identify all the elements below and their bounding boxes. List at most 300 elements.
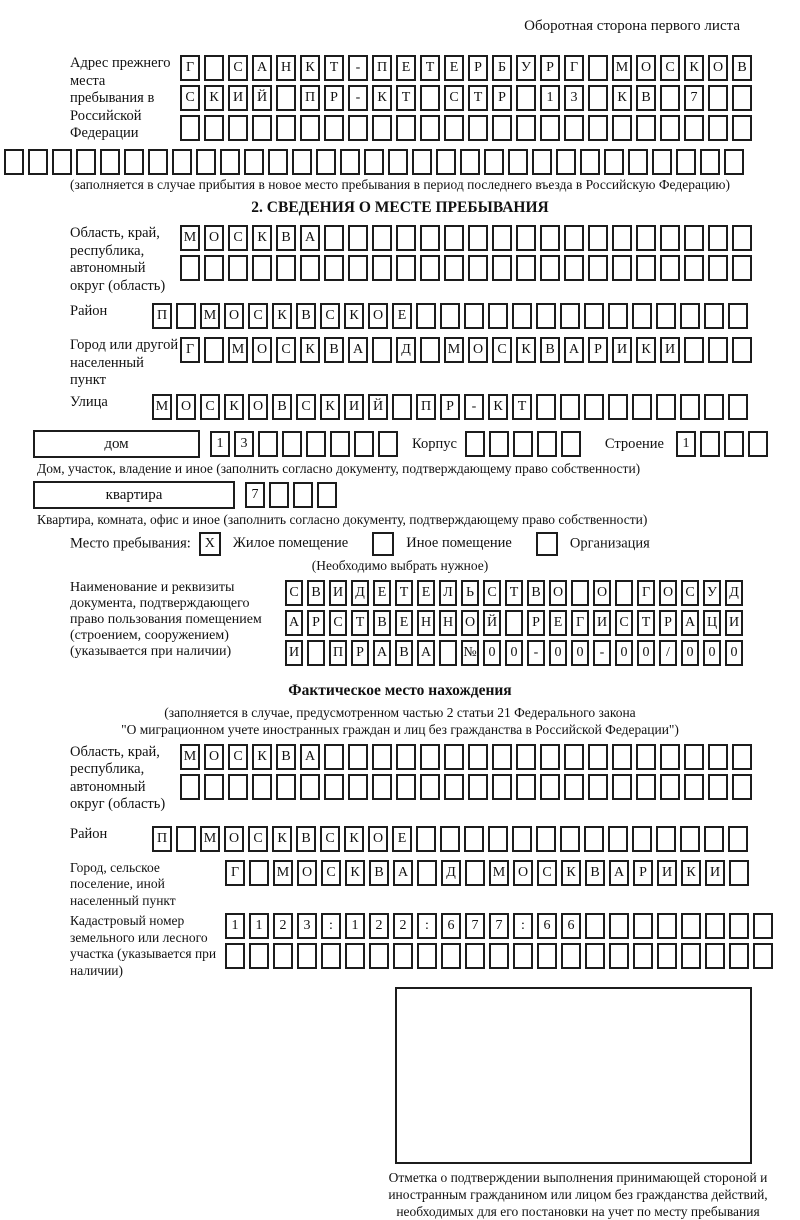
char-box[interactable] [465,860,485,886]
char-box[interactable]: Т [505,580,523,606]
char-box[interactable]: Г [571,610,589,636]
char-box[interactable] [464,826,484,852]
char-box[interactable]: 6 [561,913,581,939]
char-box[interactable] [588,744,608,770]
char-box[interactable] [124,149,144,175]
char-box[interactable]: С [228,744,248,770]
char-box[interactable] [732,744,752,770]
char-box[interactable] [708,225,728,251]
char-box[interactable]: 7 [245,482,265,508]
char-box[interactable] [632,394,652,420]
char-box[interactable]: Н [276,55,296,81]
char-box[interactable] [300,774,320,800]
char-box[interactable] [440,826,460,852]
char-box[interactable] [588,115,608,141]
char-box[interactable]: Р [659,610,677,636]
char-box[interactable] [354,431,374,457]
char-box[interactable] [700,431,720,457]
char-box[interactable]: И [705,860,725,886]
char-box[interactable]: Р [468,55,488,81]
char-box[interactable] [633,913,653,939]
char-box[interactable] [420,225,440,251]
char-box[interactable] [345,943,365,969]
char-box[interactable] [460,149,480,175]
char-box[interactable] [276,85,296,111]
char-box[interactable]: М [180,225,200,251]
char-box[interactable]: К [320,394,340,420]
char-box[interactable]: У [703,580,721,606]
char-box[interactable]: Ь [461,580,479,606]
char-box[interactable] [76,149,96,175]
char-box[interactable] [580,149,600,175]
char-box[interactable] [680,303,700,329]
char-box[interactable]: К [561,860,581,886]
char-box[interactable]: 0 [725,640,743,666]
char-box[interactable] [753,913,773,939]
char-box[interactable]: К [272,303,292,329]
char-box[interactable] [516,255,536,281]
char-box[interactable]: 0 [681,640,699,666]
char-box[interactable]: Л [439,580,457,606]
char-box[interactable] [468,225,488,251]
char-box[interactable] [196,149,216,175]
char-box[interactable]: Е [392,826,412,852]
char-box[interactable]: 7 [465,913,485,939]
char-box[interactable]: С [320,826,340,852]
char-box[interactable] [204,337,224,363]
char-box[interactable]: К [252,744,272,770]
char-box[interactable]: О [461,610,479,636]
char-box[interactable] [588,774,608,800]
char-box[interactable] [540,774,560,800]
char-box[interactable]: К [344,826,364,852]
char-box[interactable] [420,85,440,111]
char-box[interactable]: С [320,303,340,329]
char-box[interactable] [388,149,408,175]
char-box[interactable]: Д [441,860,461,886]
char-box[interactable] [324,115,344,141]
char-box[interactable] [681,943,701,969]
char-box[interactable] [420,337,440,363]
char-box[interactable]: У [516,55,536,81]
char-box[interactable] [532,149,552,175]
char-box[interactable]: 0 [549,640,567,666]
char-box[interactable] [378,431,398,457]
char-box[interactable] [465,943,485,969]
char-box[interactable]: Т [637,610,655,636]
char-box[interactable]: О [176,394,196,420]
char-box[interactable]: О [659,580,677,606]
char-box[interactable] [293,482,313,508]
char-box[interactable] [28,149,48,175]
char-box[interactable]: О [224,303,244,329]
char-box[interactable] [564,225,584,251]
char-box[interactable] [657,913,677,939]
char-box[interactable]: М [273,860,293,886]
char-box[interactable] [228,774,248,800]
char-box[interactable]: К [300,337,320,363]
char-box[interactable] [176,826,196,852]
char-box[interactable] [440,303,460,329]
char-box[interactable] [372,774,392,800]
char-box[interactable] [436,149,456,175]
char-box[interactable] [516,85,536,111]
char-box[interactable]: Р [351,640,369,666]
char-box[interactable] [540,255,560,281]
char-box[interactable]: В [324,337,344,363]
char-box[interactable] [316,149,336,175]
char-box[interactable]: К [300,55,320,81]
char-box[interactable]: П [152,826,172,852]
char-box[interactable] [492,255,512,281]
char-box[interactable] [420,115,440,141]
char-box[interactable] [560,303,580,329]
char-box[interactable]: К [636,337,656,363]
char-box[interactable]: В [395,640,413,666]
char-box[interactable] [492,225,512,251]
char-box[interactable] [732,85,752,111]
char-box[interactable] [585,913,605,939]
char-box[interactable]: Й [483,610,501,636]
char-box[interactable] [540,115,560,141]
char-box[interactable] [228,115,248,141]
char-box[interactable] [708,115,728,141]
char-box[interactable] [396,225,416,251]
char-box[interactable]: Р [588,337,608,363]
char-box[interactable]: С [285,580,303,606]
char-box[interactable]: С [228,225,248,251]
char-box[interactable]: В [540,337,560,363]
char-box[interactable] [268,149,288,175]
char-box[interactable] [273,943,293,969]
char-box[interactable]: Г [564,55,584,81]
char-box[interactable]: 1 [540,85,560,111]
char-box[interactable]: М [200,303,220,329]
char-box[interactable] [488,826,508,852]
char-box[interactable]: П [300,85,320,111]
char-box[interactable] [676,149,696,175]
char-box[interactable] [657,943,677,969]
char-box[interactable] [704,826,724,852]
char-box[interactable]: И [660,337,680,363]
char-box[interactable]: В [527,580,545,606]
char-box[interactable] [609,943,629,969]
char-box[interactable]: С [444,85,464,111]
char-box[interactable] [636,744,656,770]
char-box[interactable]: О [204,225,224,251]
char-box[interactable]: С [681,580,699,606]
char-box[interactable] [700,149,720,175]
char-box[interactable] [536,826,556,852]
char-box[interactable]: Й [368,394,388,420]
char-box[interactable]: И [657,860,677,886]
char-box[interactable]: Е [392,303,412,329]
char-box[interactable]: 3 [234,431,254,457]
char-box[interactable]: Е [373,580,391,606]
char-box[interactable]: П [372,55,392,81]
char-box[interactable]: М [180,744,200,770]
char-box[interactable] [276,115,296,141]
char-box[interactable] [324,225,344,251]
char-box[interactable] [612,115,632,141]
char-box[interactable]: 0 [505,640,523,666]
char-box[interactable] [444,225,464,251]
char-box[interactable]: К [252,225,272,251]
char-box[interactable]: С [483,580,501,606]
char-box[interactable]: М [444,337,464,363]
char-box[interactable] [656,303,676,329]
char-box[interactable] [728,826,748,852]
char-box[interactable] [348,255,368,281]
char-box[interactable]: Ц [703,610,721,636]
char-box[interactable]: К [372,85,392,111]
char-box[interactable]: М [489,860,509,886]
char-box[interactable] [468,744,488,770]
char-box[interactable] [204,774,224,800]
char-box[interactable]: А [373,640,391,666]
char-box[interactable] [732,115,752,141]
char-box[interactable] [584,826,604,852]
char-box[interactable] [612,225,632,251]
char-box[interactable] [324,744,344,770]
char-box[interactable] [588,85,608,111]
char-box[interactable]: А [564,337,584,363]
char-box[interactable] [269,482,289,508]
char-box[interactable] [684,774,704,800]
char-box[interactable] [396,744,416,770]
char-box[interactable]: К [681,860,701,886]
char-box[interactable]: И [593,610,611,636]
char-box[interactable] [396,115,416,141]
char-box[interactable]: Р [440,394,460,420]
char-box[interactable] [276,255,296,281]
char-box[interactable] [585,943,605,969]
char-box[interactable]: Т [396,85,416,111]
char-box[interactable] [52,149,72,175]
char-box[interactable] [584,303,604,329]
char-box[interactable] [708,85,728,111]
char-box[interactable] [420,255,440,281]
char-box[interactable]: К [345,860,365,886]
char-box[interactable]: С [321,860,341,886]
char-box[interactable] [608,303,628,329]
char-box[interactable] [633,943,653,969]
char-box[interactable] [444,255,464,281]
char-box[interactable] [660,255,680,281]
char-box[interactable] [464,303,484,329]
char-box[interactable]: И [285,640,303,666]
char-box[interactable]: С [248,303,268,329]
char-box[interactable] [684,255,704,281]
char-box[interactable] [348,225,368,251]
char-box[interactable]: Б [492,55,512,81]
char-box[interactable] [753,943,773,969]
char-box[interactable]: В [276,225,296,251]
char-box[interactable] [708,337,728,363]
char-box[interactable] [516,225,536,251]
char-box[interactable] [680,394,700,420]
char-box[interactable]: Д [396,337,416,363]
char-box[interactable]: 0 [615,640,633,666]
char-box[interactable]: О [708,55,728,81]
char-box[interactable]: О [297,860,317,886]
char-box[interactable] [204,115,224,141]
char-box[interactable]: А [348,337,368,363]
char-box[interactable] [468,255,488,281]
char-box[interactable] [564,774,584,800]
char-box[interactable] [307,640,325,666]
char-box[interactable] [660,744,680,770]
char-box[interactable] [306,431,326,457]
char-box[interactable]: С [180,85,200,111]
char-box[interactable] [732,774,752,800]
char-box[interactable]: С [276,337,296,363]
char-box[interactable] [708,774,728,800]
char-box[interactable]: Р [633,860,653,886]
char-box[interactable]: А [417,640,435,666]
char-box[interactable]: - [527,640,545,666]
char-box[interactable] [492,774,512,800]
char-box[interactable] [417,943,437,969]
char-box[interactable] [228,255,248,281]
char-box[interactable] [297,943,317,969]
char-box[interactable] [276,774,296,800]
char-box[interactable] [148,149,168,175]
char-box[interactable]: Г [637,580,655,606]
char-box[interactable] [180,115,200,141]
char-box[interactable]: : [321,913,341,939]
char-box[interactable] [416,303,436,329]
char-box[interactable] [292,149,312,175]
char-box[interactable] [660,225,680,251]
char-box[interactable]: В [732,55,752,81]
char-box[interactable] [396,255,416,281]
char-box[interactable] [604,149,624,175]
char-box[interactable] [282,431,302,457]
char-box[interactable] [258,431,278,457]
char-box[interactable] [588,55,608,81]
char-box[interactable] [556,149,576,175]
char-box[interactable] [505,610,523,636]
char-box[interactable] [420,744,440,770]
char-box[interactable] [660,85,680,111]
char-box[interactable] [488,303,508,329]
char-box[interactable] [636,774,656,800]
char-box[interactable] [612,255,632,281]
char-box[interactable]: Т [420,55,440,81]
char-box[interactable] [340,149,360,175]
char-box[interactable] [468,774,488,800]
char-box[interactable]: М [200,826,220,852]
char-box[interactable]: О [224,826,244,852]
char-box[interactable]: 6 [537,913,557,939]
char-box[interactable]: 1 [345,913,365,939]
char-box[interactable] [608,394,628,420]
char-box[interactable]: Т [395,580,413,606]
char-box[interactable] [416,826,436,852]
char-box[interactable]: К [344,303,364,329]
char-box[interactable]: С [329,610,347,636]
char-box[interactable]: К [272,826,292,852]
char-box[interactable] [508,149,528,175]
char-box[interactable] [680,826,700,852]
char-box[interactable]: Е [549,610,567,636]
char-box[interactable]: С [248,826,268,852]
char-box[interactable] [396,774,416,800]
char-box[interactable]: И [612,337,632,363]
char-box[interactable] [705,943,725,969]
char-box[interactable]: Н [439,610,457,636]
char-box[interactable] [348,774,368,800]
char-box[interactable] [444,774,464,800]
char-box[interactable]: М [612,55,632,81]
char-box[interactable]: : [513,913,533,939]
char-box[interactable] [584,394,604,420]
char-box[interactable] [364,149,384,175]
char-box[interactable] [609,913,629,939]
char-box[interactable]: Т [324,55,344,81]
char-box[interactable] [249,860,269,886]
char-box[interactable] [492,115,512,141]
char-box[interactable]: Т [512,394,532,420]
char-box[interactable] [660,115,680,141]
char-box[interactable] [513,943,533,969]
char-box[interactable] [684,744,704,770]
char-box[interactable]: Г [180,337,200,363]
char-box[interactable] [636,225,656,251]
char-box[interactable]: 2 [273,913,293,939]
char-box[interactable] [372,744,392,770]
char-box[interactable]: М [228,337,248,363]
char-box[interactable]: В [585,860,605,886]
char-box[interactable]: О [248,394,268,420]
char-box[interactable]: О [593,580,611,606]
char-box[interactable] [180,774,200,800]
char-box[interactable]: К [488,394,508,420]
char-box[interactable] [564,255,584,281]
char-box[interactable]: С [660,55,680,81]
char-box[interactable] [348,744,368,770]
char-box[interactable] [729,913,749,939]
char-box[interactable] [489,431,509,457]
char-box[interactable]: Г [225,860,245,886]
char-box[interactable]: В [373,610,391,636]
char-box[interactable] [4,149,24,175]
char-box[interactable] [180,255,200,281]
char-box[interactable]: 3 [564,85,584,111]
char-box[interactable] [468,115,488,141]
char-box[interactable] [204,55,224,81]
char-box[interactable]: 6 [441,913,461,939]
char-box[interactable]: О [513,860,533,886]
other-premises-checkbox[interactable] [372,532,394,556]
char-box[interactable] [732,225,752,251]
char-box[interactable]: Н [417,610,435,636]
char-box[interactable] [732,255,752,281]
char-box[interactable]: И [344,394,364,420]
char-box[interactable] [444,744,464,770]
char-box[interactable] [317,482,337,508]
residential-checkbox[interactable]: X [199,532,221,556]
char-box[interactable]: К [684,55,704,81]
char-box[interactable]: В [276,744,296,770]
char-box[interactable] [560,394,580,420]
char-box[interactable] [220,149,240,175]
char-box[interactable]: 1 [676,431,696,457]
char-box[interactable] [369,943,389,969]
char-box[interactable] [540,744,560,770]
char-box[interactable] [660,774,680,800]
